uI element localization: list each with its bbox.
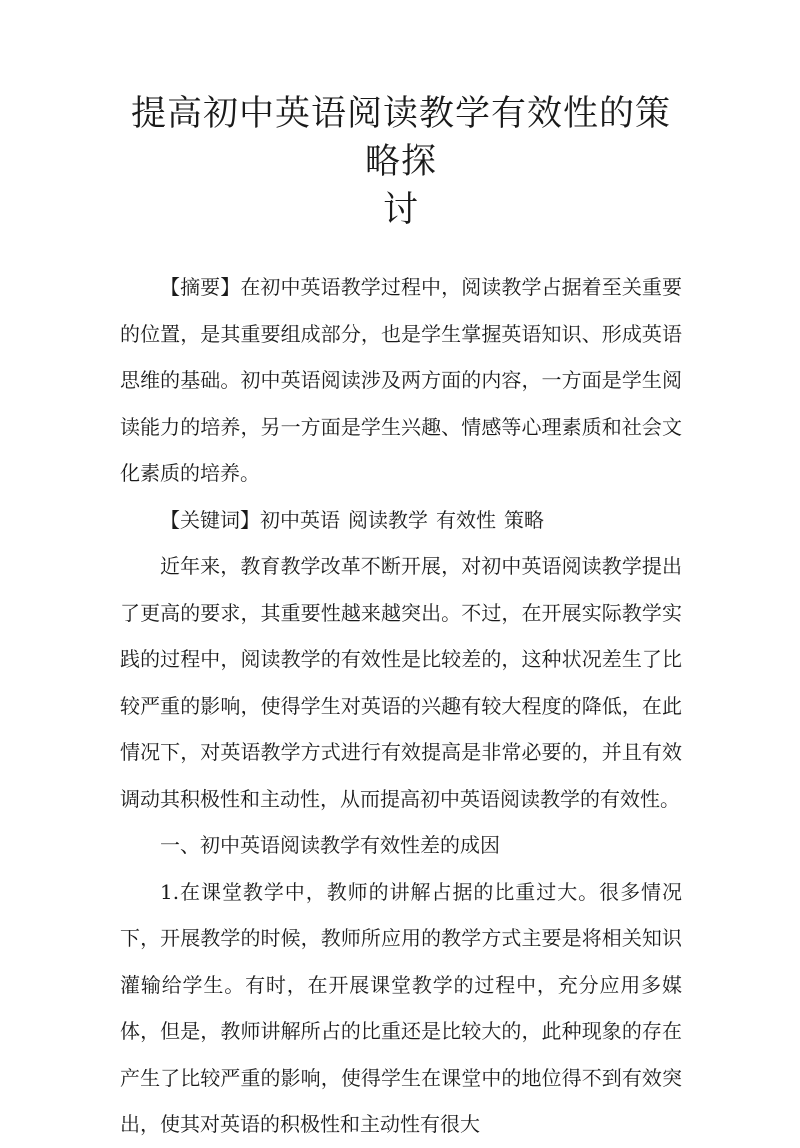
title-line-1: 提高初中英语阅读教学有效性的策略探 — [130, 94, 671, 182]
document-body — [120, 264, 682, 1148]
intro-paragraph: 近年来，教育教学改革不断开展，对初中英语阅读教学提出了更高的要求，其重要性越来越突出。不过，在开展实际教学实践的过程中，阅读教学的有效性是比较差的，这种状况差生了比较严重的影响，使得学生对英语的兴趣有较大程度的降低，在此情况下，对英语教学方式进行有效提高是非常必要的，并且有效调动其积极性和主动性，从而提高初中英语阅读教学的有效性。 — [120, 554, 682, 811]
keyword: 阅读教学 — [348, 507, 428, 532]
keyword: 有效性 — [436, 507, 496, 532]
keywords-label: 【关键词】 — [160, 507, 260, 532]
abstract-paragraph: 【摘要】在初中英语教学过程中，阅读教学占据着至关重要的位置，是其重要组成部分，也是学生掌握英语知识、形成英语思维的基础。初中英语阅读涉及两方面的内容，一方面是学生阅读能力的培养，另一方面是学生兴趣、情感等心理素质和社会文化素质的培养。 — [120, 275, 682, 485]
keyword: 策略 — [504, 507, 544, 532]
document-title — [120, 90, 682, 234]
keyword: 初中英语 — [260, 507, 340, 532]
title-line-2: 讨 — [382, 190, 419, 230]
point-paragraph: 1.在课堂教学中，教师的讲解占据的比重过大。很多情况下，开展教学的时候，教师所应用的教学方式主要是将相关知识灌输给学生。有时，在开展课堂教学的过程中，充分应用多媒体，但是，教师讲解所占的比重还是比较大的，此种现象的存在产生了比较严重的影响，使得学生在课堂中的地位得不到有效突出，使其对英语的积极性和主动性有很大 — [120, 879, 682, 1136]
keywords-paragraph — [120, 497, 682, 544]
section-heading: 一、初中英语阅读教学有效性差的成因 — [160, 833, 500, 857]
